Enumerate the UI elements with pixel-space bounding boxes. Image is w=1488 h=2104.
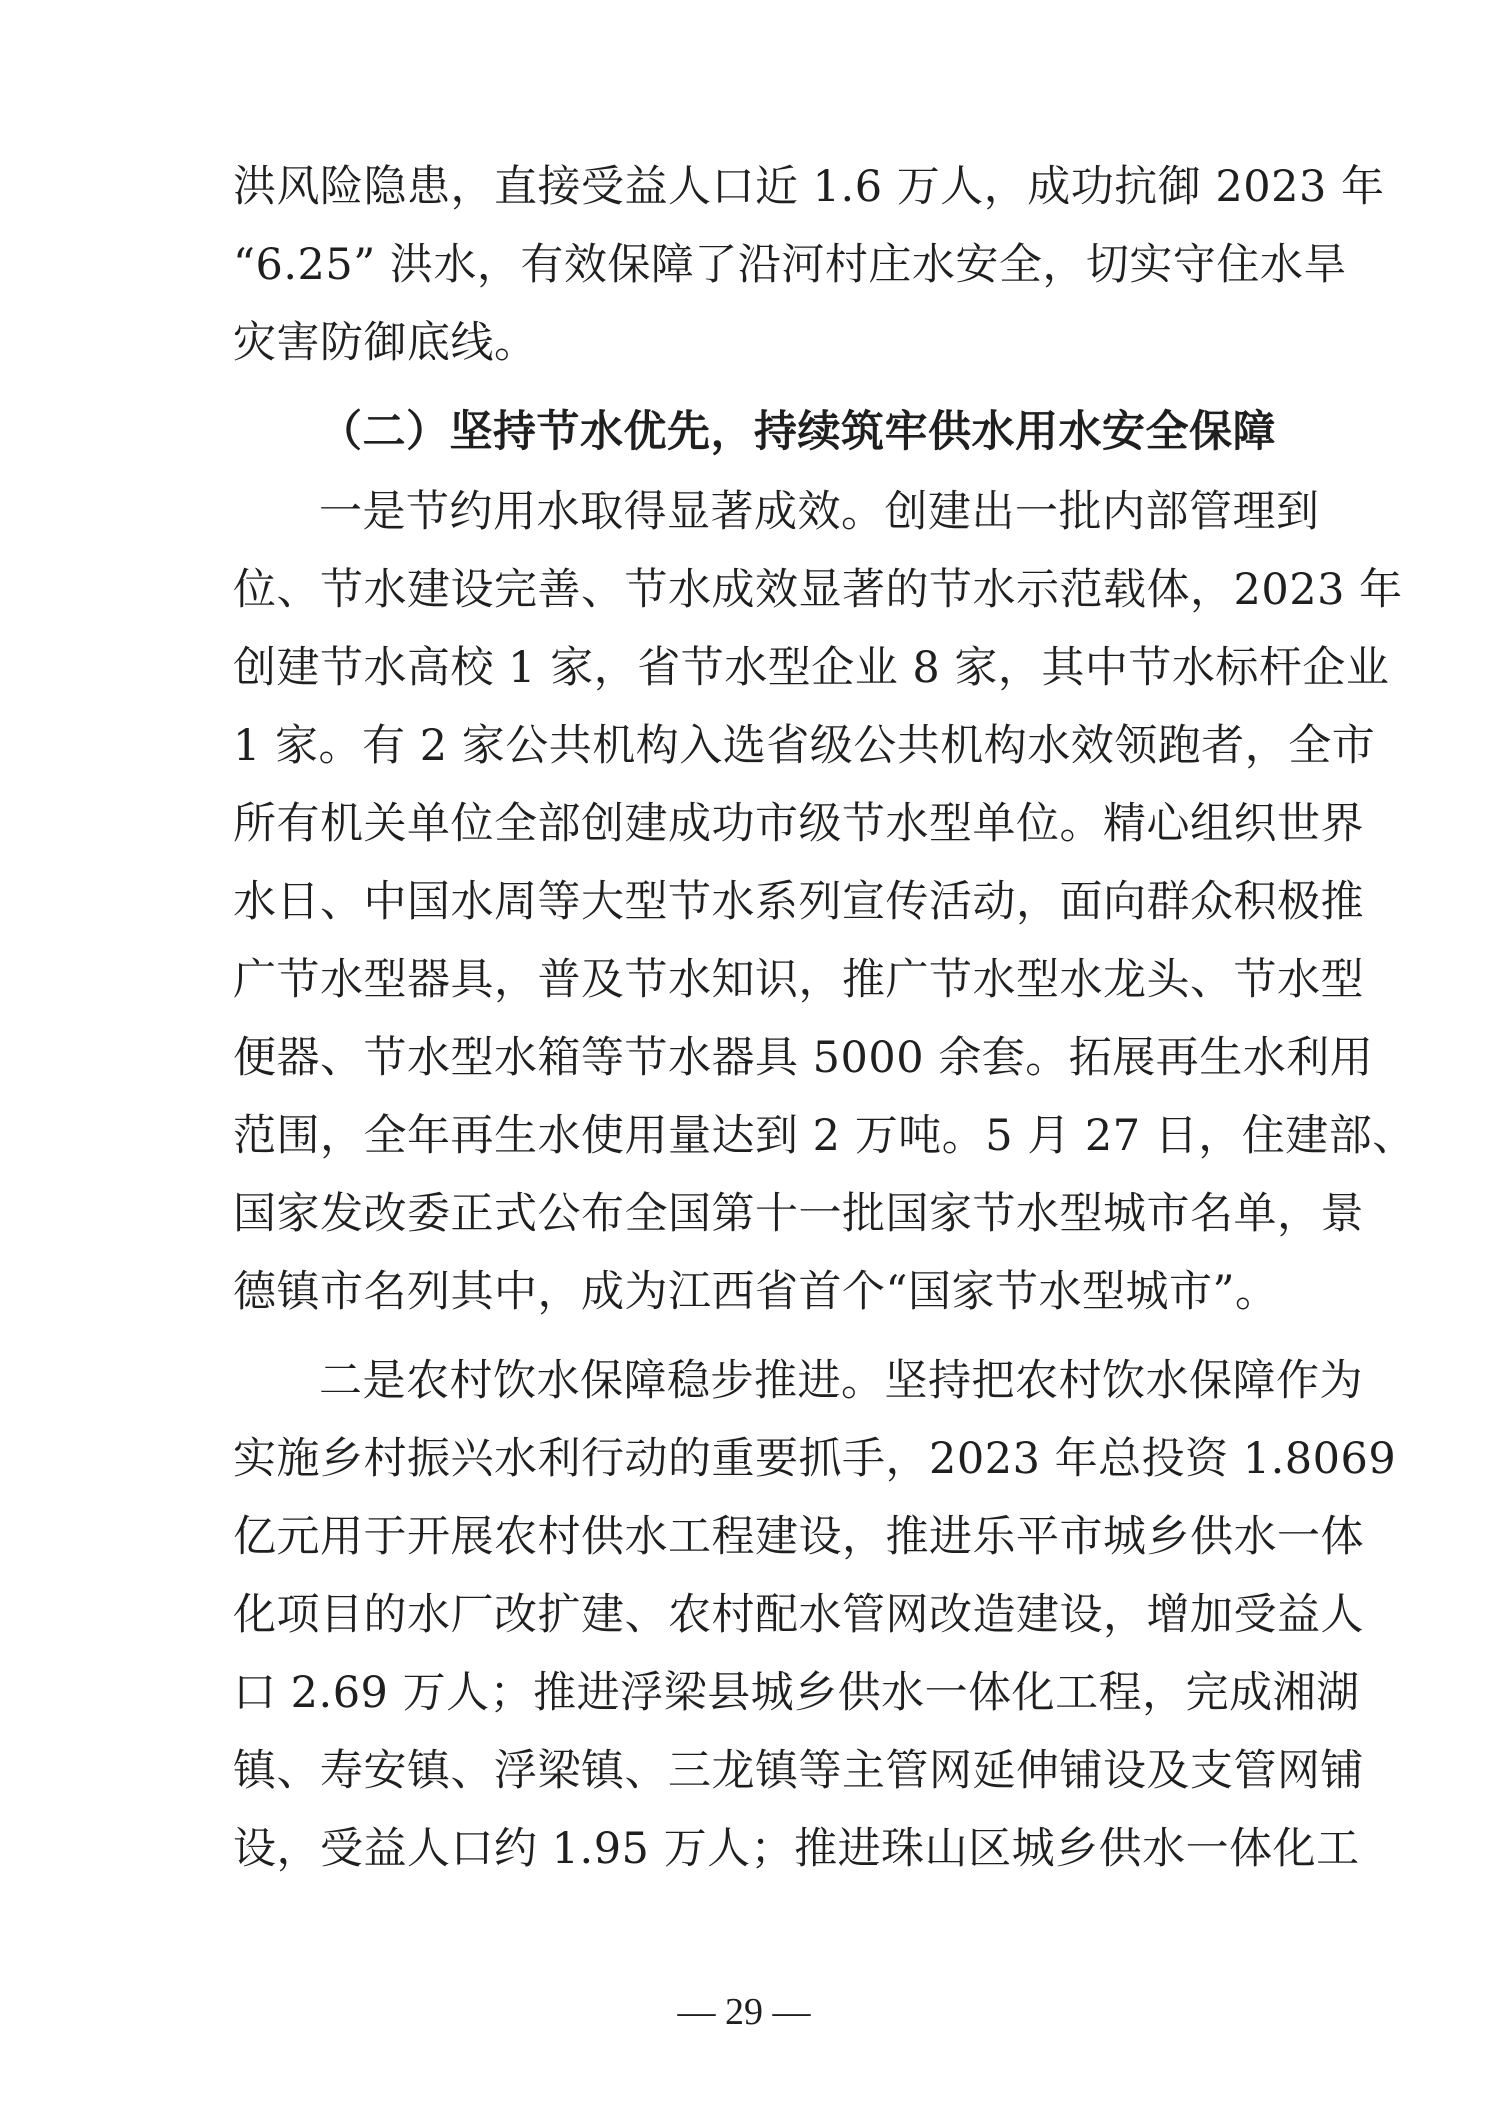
text-line: “6.25” 洪水，有效保障了沿河村庄水安全，切实守住水旱	[233, 240, 1347, 290]
text-line: 1 家。有 2 家公共机构入选省级公共机构水效领跑者，全市	[233, 721, 1376, 771]
text-line: 设，受益人口约 1.95 万人；推进珠山区城乡供水一体化工	[233, 1824, 1360, 1874]
section-heading: （二）坚持节水优先，持续筑牢供水用水安全保障	[319, 407, 1276, 457]
text-line: 镇、寿安镇、浮梁镇、三龙镇等主管网延伸铺设及支管网铺	[233, 1746, 1364, 1796]
text-line: 所有机关单位全部创建成功市级节水型单位。精心组织世界	[233, 799, 1364, 849]
text-line: 亿元用于开展农村供水工程建设，推进乐平市城乡供水一体	[233, 1512, 1364, 1562]
text-line: 德镇市名列其中，成为江西省首个“国家节水型城市”。	[233, 1267, 1279, 1317]
paragraph-first-line: 一是节约用水取得显著成效。创建出一批内部管理到	[319, 487, 1320, 537]
text-line: 国家发改委正式公布全国第十一批国家节水型城市名单，景	[233, 1189, 1364, 1239]
text-line: 便器、节水型水箱等节水器具 5000 余套。拓展再生水利用	[233, 1033, 1374, 1083]
page-number: — 29 —	[677, 1991, 811, 2033]
text-line: 创建节水高校 1 家，省节水型企业 8 家，其中节水标杆企业	[233, 643, 1390, 693]
text-line: 口 2.69 万人；推进浮梁县城乡供水一体化工程，完成湘湖	[233, 1668, 1360, 1718]
text-line: 范围，全年再生水使用量达到 2 万吨。5 月 27 日，住建部、	[233, 1111, 1416, 1161]
text-line: 洪风险隐患，直接受益人口近 1.6 万人，成功抗御 2023 年	[233, 162, 1385, 212]
text-line: 位、节水建设完善、节水成效显著的节水示范载体，2023 年	[233, 565, 1403, 615]
text-line: 实施乡村振兴水利行动的重要抓手，2023 年总投资 1.8069	[233, 1434, 1397, 1484]
text-line: 化项目的水厂改扩建、农村配水管网改造建设，增加受益人	[233, 1590, 1364, 1640]
text-line: 灾害防御底线。	[233, 318, 538, 368]
paragraph-first-line: 二是农村饮水保障稳步推进。坚持把农村饮水保障作为	[319, 1356, 1363, 1406]
text-line: 水日、中国水周等大型节水系列宣传活动，面向群众积极推	[233, 877, 1364, 927]
text-line: 广节水型器具，普及节水知识，推广节水型水龙头、节水型	[233, 955, 1364, 1005]
